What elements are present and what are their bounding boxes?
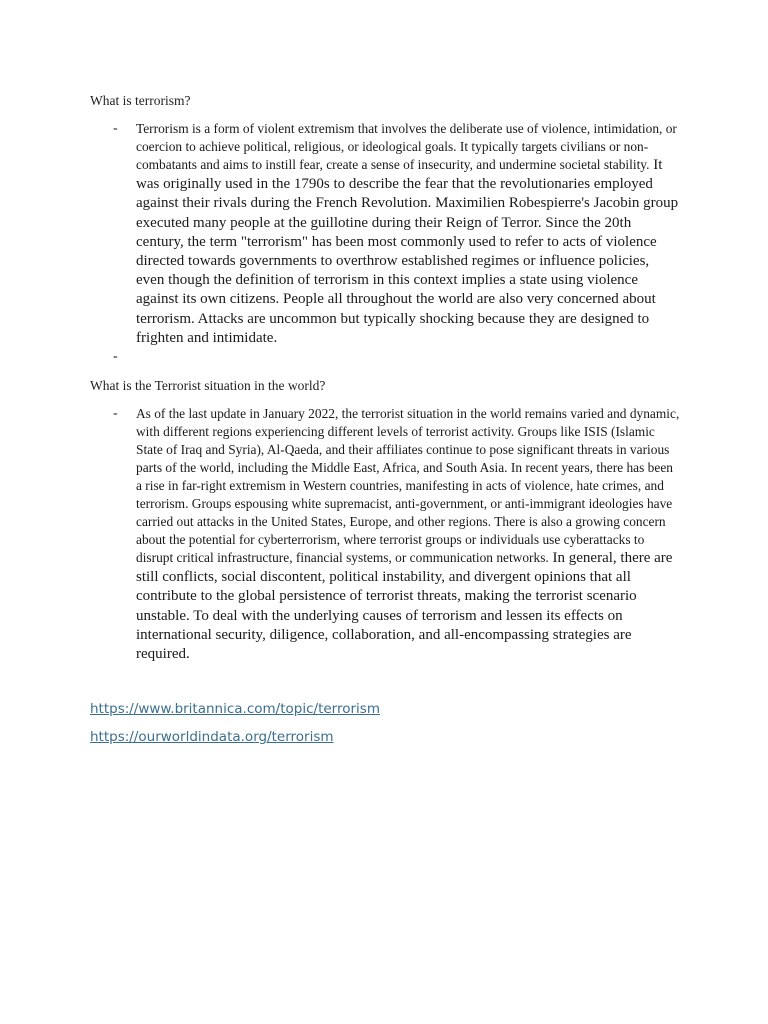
bullet-paragraph xyxy=(136,405,681,664)
bullet-marker: - xyxy=(113,121,118,136)
bullet-paragraph xyxy=(136,120,681,348)
bullet-item-world-situation xyxy=(113,405,683,664)
section-heading-what-is-terrorism: What is terrorism? xyxy=(90,93,191,108)
bullet-item-terrorism-definition xyxy=(113,120,683,348)
link-britannica[interactable]: https://www.britannica.com/topic/terrorism xyxy=(90,701,380,717)
paragraph-text-small: Terrorism is a form of violent extremism that involves the deliberate use of violence, intimidation, or coercion to achieve political, religious, or ideological goals. It typically targets civilians or non-combatants and aims to instill fear, create a sense of insecurity, and undermine societal stability. xyxy=(136,121,677,172)
bullet-marker: - xyxy=(113,406,118,421)
bullet-marker: - xyxy=(113,349,118,364)
section-heading-terrorist-situation: What is the Terrorist situation in the world? xyxy=(90,378,326,393)
paragraph-text-large: It was originally used in the 1790s to describe the fear that the revolutionaries employed against their rivals during the French Revolution. Maximilien Robespierre's Jacobin group executed many people at the guillotine during their Reign of Terror. Since the 20th century, the term "terrorism" has been most commonly used to refer to acts of violence directed towards governments to overthrow established regimes or influence policies, even though the definition of terrorism in this context implies a state using violence against its own citizens. People all throughout the world are also very concerned about terrorism. Attacks are uncommon but typically shocking because they are designed to frighten and intimidate. xyxy=(136,157,679,346)
link-ourworldindata[interactable]: https://ourworldindata.org/terrorism xyxy=(90,729,334,745)
paragraph-text-large: In general, there are still conflicts, social discontent, political instability, and divergent opinions that all contribute to the global persistence of terrorist threats, making the terrorist scenario unstable. To deal with the underlying causes of terrorism and lessen its effects on international security, diligence, collaboration, and all-encompassing strategies are required. xyxy=(136,550,673,663)
paragraph-text-small: As of the last update in January 2022, the terrorist situation in the world remains varied and dynamic, with different regions experiencing different levels of terrorist activity. Groups like ISIS (Islamic State of Iraq and Syria), Al-Qaeda, and their affiliates continue to pose significant threats in various parts of the world, including the Middle East, Africa, and South Asia. In recent years, there has been a rise in far-right extremism in Western countries, manifesting in acts of violence, hate crimes, and terrorism. Groups espousing white supremacist, anti-government, or anti-immigrant ideologies have carried out attacks in the United States, Europe, and other regions. There is also a growing concern about the potential for cyberterrorism, where terrorist groups or individuals use cyberattacks to disrupt critical infrastructure, financial systems, or communication networks. xyxy=(136,406,680,565)
